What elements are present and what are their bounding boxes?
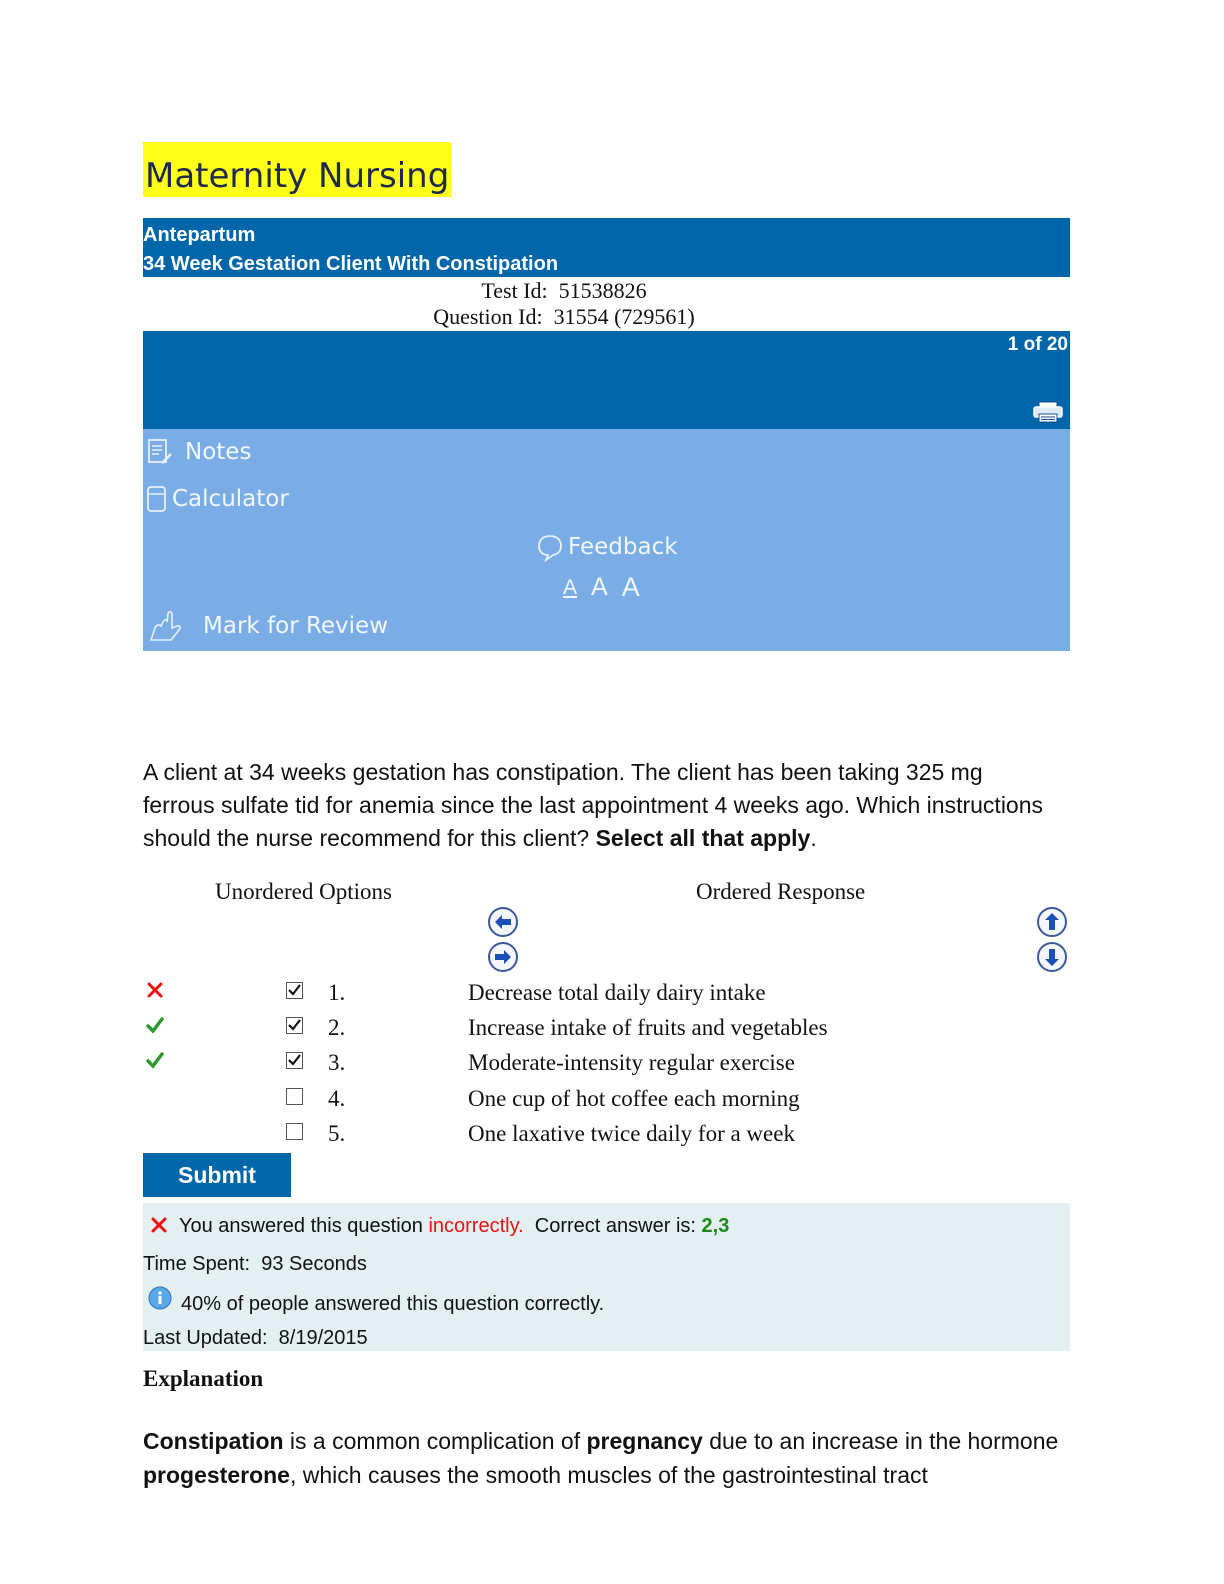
correct-answer-label: Correct answer is:	[534, 1215, 696, 1237]
stat-line	[147, 1286, 604, 1316]
option-text: Moderate-intensity regular exercise	[468, 1050, 795, 1075]
option-number: 1.	[328, 980, 346, 1005]
correct-mark-icon	[145, 1015, 165, 1035]
print-icon[interactable]	[1032, 401, 1064, 423]
ordered-response-heading: Ordered Response	[696, 879, 866, 904]
option-text: Decrease total daily dairy intake	[468, 980, 766, 1005]
mark-for-review-button[interactable]	[147, 608, 388, 644]
option-row	[143, 1050, 1070, 1086]
option-checkbox[interactable]	[286, 1123, 303, 1140]
explanation-text	[143, 1424, 1073, 1492]
incorrect-result-icon	[149, 1215, 169, 1235]
section-title: Antepartum	[143, 224, 256, 246]
calculator-icon	[146, 484, 168, 514]
question-id-value: 31554 (729561)	[553, 304, 695, 329]
last-updated-value: 8/19/2015	[278, 1327, 368, 1349]
notes-icon	[146, 437, 176, 467]
tools-bar	[143, 429, 1070, 651]
info-icon	[147, 1286, 173, 1312]
feedback-icon	[536, 532, 564, 562]
move-down-button[interactable]	[1036, 941, 1068, 973]
notes-label: Notes	[185, 439, 252, 465]
font-small-button[interactable]: A	[563, 575, 578, 599]
explanation-part: due to an increase in the hormone	[702, 1428, 1059, 1454]
result-line	[149, 1215, 729, 1238]
last-updated-line	[143, 1327, 368, 1350]
case-title: 34 Week Gestation Client With Constipation	[143, 253, 559, 275]
result-status: incorrectly.	[428, 1215, 524, 1237]
move-right-button[interactable]	[487, 941, 519, 973]
font-medium-button[interactable]: A	[591, 573, 608, 601]
option-row	[143, 1015, 1070, 1051]
option-checkbox[interactable]	[286, 1088, 303, 1105]
option-number: 5.	[328, 1121, 346, 1146]
hand-pointer-icon	[147, 608, 185, 644]
feedback-button[interactable]	[536, 532, 678, 562]
question-emphasis: Select all that apply	[595, 825, 811, 851]
font-large-button[interactable]: A	[621, 572, 640, 602]
notes-button[interactable]	[146, 437, 251, 467]
calculator-button[interactable]	[146, 484, 289, 514]
question-nav-bar	[143, 331, 1070, 429]
incorrect-mark-icon	[145, 980, 165, 1000]
time-spent-line	[143, 1253, 367, 1276]
term-pregnancy: pregnancy	[586, 1428, 703, 1454]
result-panel	[143, 1203, 1070, 1351]
mark-for-review-label: Mark for Review	[203, 613, 389, 639]
feedback-label: Feedback	[568, 534, 678, 560]
page-title: Maternity Nursing	[143, 142, 451, 197]
move-left-button[interactable]	[487, 906, 519, 938]
option-checkbox[interactable]	[286, 982, 303, 999]
option-row	[143, 1086, 1070, 1122]
option-checkbox[interactable]	[286, 1017, 303, 1034]
correct-answer-value: 2,3	[701, 1215, 730, 1237]
question-id-line	[143, 304, 985, 330]
question-text: A client at 34 weeks gestation has constipation. The client has been taking 325 mg ferrous sulfate tid for anemia since the last appointment 4 weeks ago. Which instructions should the nurse recommend for this client?	[143, 759, 1044, 851]
move-up-button[interactable]	[1036, 906, 1068, 938]
last-updated-label: Last Updated:	[143, 1327, 268, 1349]
time-spent-label: Time Spent:	[143, 1253, 251, 1275]
question-counter: 1 of 20	[1007, 334, 1068, 355]
test-id-label: Test Id:	[481, 278, 548, 303]
result-prefix: You answered this question	[179, 1215, 423, 1237]
correct-mark-icon	[145, 1050, 165, 1070]
option-number: 3.	[328, 1050, 346, 1075]
option-text: One cup of hot coffee each morning	[468, 1086, 800, 1111]
test-id-value: 51538826	[558, 278, 647, 303]
explanation-part: , which causes the smooth muscles of the gastrointestinal tract	[289, 1462, 928, 1488]
test-id-line	[143, 278, 985, 304]
font-size-controls	[563, 572, 640, 603]
question-id-label: Question Id:	[433, 304, 543, 329]
submit-button[interactable]: Submit	[143, 1153, 291, 1197]
question-end: .	[810, 825, 817, 851]
option-row	[143, 1121, 1070, 1157]
option-number: 2.	[328, 1015, 346, 1040]
option-checkbox[interactable]	[286, 1052, 303, 1069]
option-number: 4.	[328, 1086, 346, 1111]
option-row	[143, 980, 1070, 1016]
time-spent-value: 93 Seconds	[261, 1253, 367, 1275]
option-text: One laxative twice daily for a week	[468, 1121, 795, 1146]
term-constipation: Constipation	[143, 1428, 284, 1454]
explanation-part: is a common complication of	[283, 1428, 587, 1454]
explanation-heading: Explanation	[143, 1366, 264, 1391]
question-stem	[143, 756, 1043, 855]
category-header	[143, 218, 1070, 277]
calculator-label: Calculator	[172, 486, 289, 512]
term-progesterone: progesterone	[143, 1462, 290, 1488]
option-text: Increase intake of fruits and vegetables	[468, 1015, 828, 1040]
stat-text: 40% of people answered this question correctly.	[181, 1293, 605, 1315]
unordered-options-heading: Unordered Options	[215, 879, 392, 904]
